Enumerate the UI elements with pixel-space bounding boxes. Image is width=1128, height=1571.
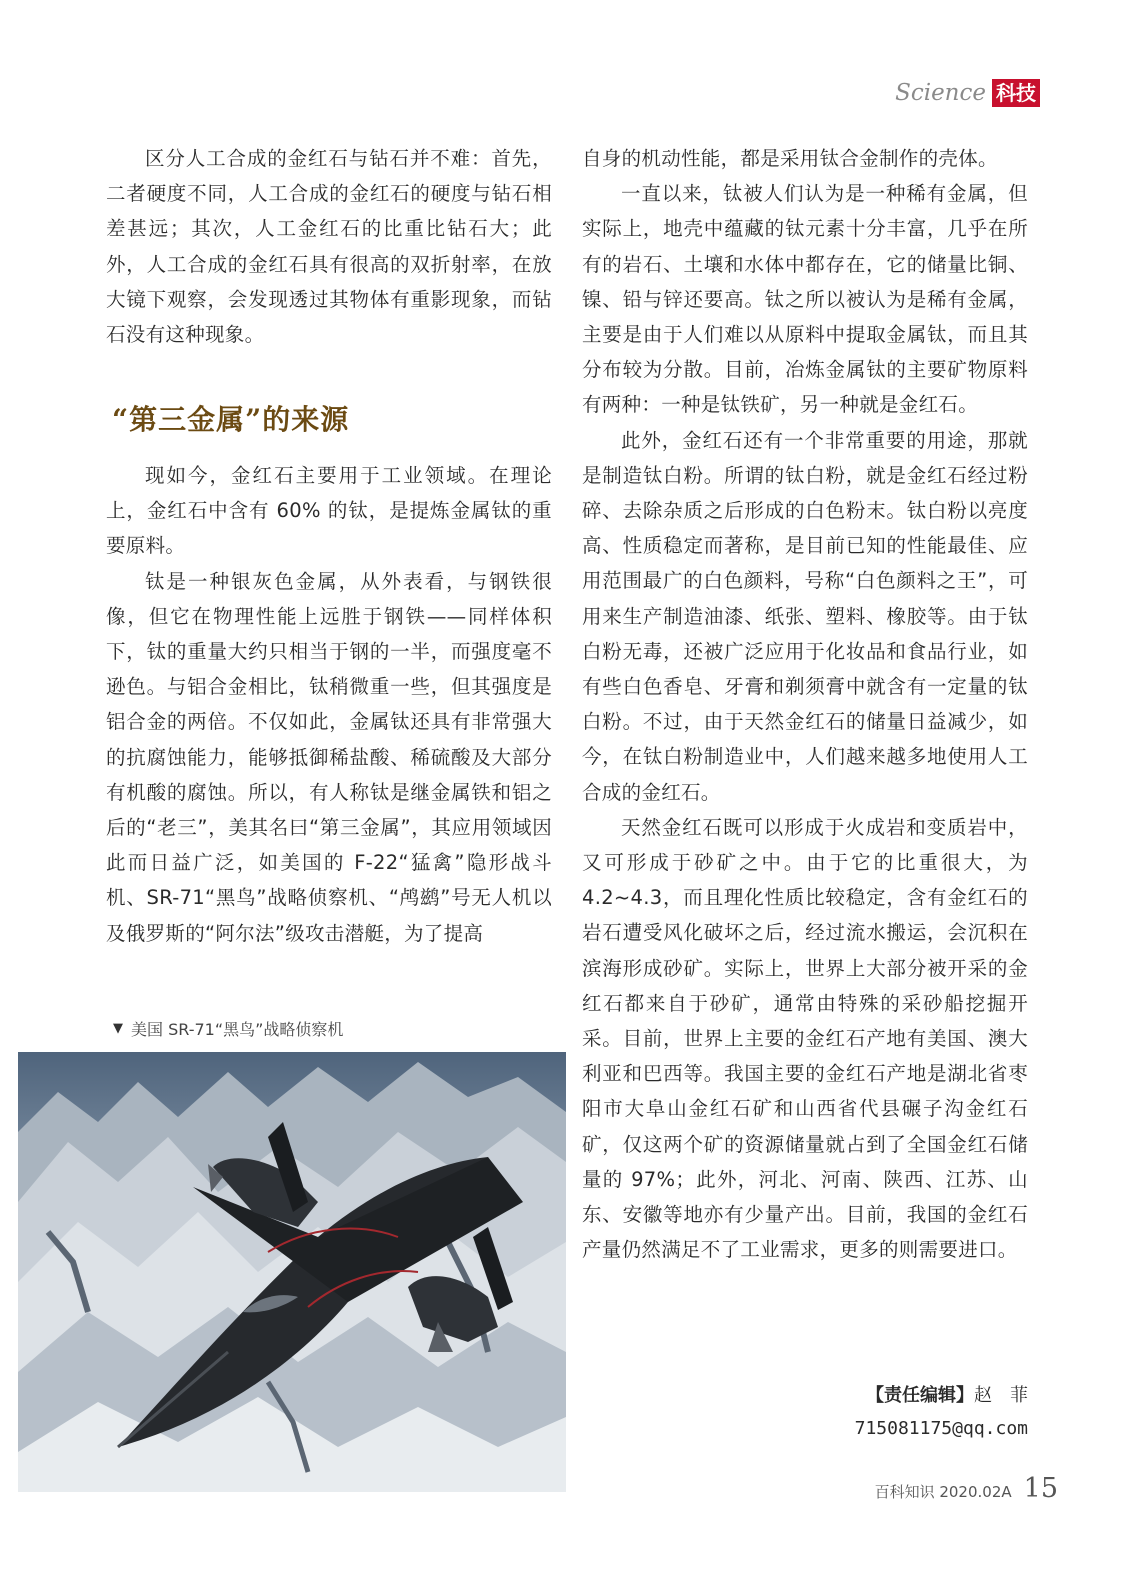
- editor-name: 赵 菲: [974, 1385, 1028, 1406]
- right-column: [582, 141, 1028, 1268]
- photo-caption: [113, 1017, 343, 1040]
- section-header: [895, 78, 1040, 108]
- paragraph: 区分人工合成的金红石与钻石并不难：首先，二者硬度不同，人工合成的金红石的硬度与钻石相差甚远；其次，人工金红石的比重比钻石大；此外，人工合成的金红石具有很高的双折射率，在放大镜下观察，会发现透过其物体有重影现象，而钻石没有这种现象。: [106, 147, 552, 347]
- section-label-en: Science: [895, 80, 986, 106]
- left-column-top: [106, 141, 552, 352]
- caption-text: 美国 SR-71“黑鸟”战略侦察机: [131, 1020, 344, 1039]
- responsible-editor: [866, 1381, 1028, 1407]
- paragraph: 钛是一种银灰色金属，从外表看，与钢铁很像，但它在物理性能上远胜于钢铁——同样体积下，钛的重量大约只相当于钢的一半，而强度毫不逊色。与铝合金相比，钛稍微重一些，但其强度是铝合金的两倍。不仅如此，金属钛还具有非常强大的抗腐蚀能力，能够抵御稀盐酸、稀硫酸及大部分有机酸的腐蚀。所以，有人称钛是继金属铁和铝之后的“老三”，美其名曰“第三金属”，其应用领域因此而日益广泛，如美国的 F-22“猛禽”隐形战斗机、SR-71“黑鸟”战略侦察机、“鸬鹚”号无人机以及俄罗斯的“阿尔法”级攻击潜艇，为了提高: [106, 569, 552, 945]
- paragraph-continued: 自身的机动性能，都是采用钛合金制作的壳体。: [582, 147, 998, 170]
- issue-label: 百科知识 2020.02A: [874, 1483, 1012, 1501]
- editor-label: 【责任编辑】: [866, 1385, 974, 1406]
- left-column-main: [106, 458, 552, 951]
- section-heading: “第三金属”的来源: [112, 403, 350, 436]
- editor-email: 715081175@qq.com: [854, 1418, 1028, 1439]
- paragraph: 天然金红石既可以形成于火成岩和变质岩中，又可形成于砂矿之中。由于它的比重很大，为 4.2~4.3，而且理化性质比较稳定，含有金红石的岩石遭受风化破坏之后，经过流水搬运，会沉积在滨海形成砂矿。实际上，世界上大部分被开采的金红石都来自于砂矿，通常由特殊的采砂船挖掘开采。目前，世界上主要的金红石产地有美国、澳大利亚和巴西等。我国主要的金红石产地是湖北省枣阳市大阜山金红石矿和山西省代县碾子沟金红石矿，仅这两个矿的资源储量就占到了全国金红石储量的 97%；此外，河北、河南、陕西、江苏、山东、安徽等地亦有少量产出。目前，我国的金红石产量仍然满足不了工业需求，更多的则需要进口。: [582, 815, 1028, 1262]
- caption-triangle-icon: ▼: [113, 1021, 123, 1036]
- sr71-photo: [18, 1052, 566, 1492]
- page-footer: [875, 1473, 1058, 1504]
- section-label-zh: 科技: [992, 79, 1040, 107]
- paragraph: 一直以来，钛被人们认为是一种稀有金属，但实际上，地壳中蕴藏的钛元素十分丰富，几乎在所有的岩石、土壤和水体中都存在，它的储量比铜、镍、铅与锌还要高。钛之所以被认为是稀有金属，主要是由于人们难以从原料中提取金属钛，而且其分布较为分散。目前，冶炼金属钛的主要矿物原料有两种：一种是钛铁矿，另一种就是金红石。: [582, 182, 1028, 417]
- page-number: 15: [1023, 1473, 1058, 1504]
- paragraph: 现如今，金红石主要用于工业领域。在理论上，金红石中含有 60% 的钛，是提炼金属钛的重要原料。: [106, 464, 552, 558]
- sr71-illustration: [18, 1052, 566, 1492]
- paragraph: 此外，金红石还有一个非常重要的用途，那就是制造钛白粉。所谓的钛白粉，就是金红石经过粉碎、去除杂质之后形成的白色粉末。钛白粉以亮度高、性质稳定而著称，是目前已知的性能最佳、应用范围最广的白色颜料，号称“白色颜料之王”，可用来生产制造油漆、纸张、塑料、橡胶等。由于钛白粉无毒，还被广泛应用于化妆品和食品行业，如有些白色香皂、牙膏和剃须膏中就含有一定量的钛白粉。不过，由于天然金红石的储量日益减少，如今，在钛白粉制造业中，人们越来越多地使用人工合成的金红石。: [582, 428, 1028, 804]
